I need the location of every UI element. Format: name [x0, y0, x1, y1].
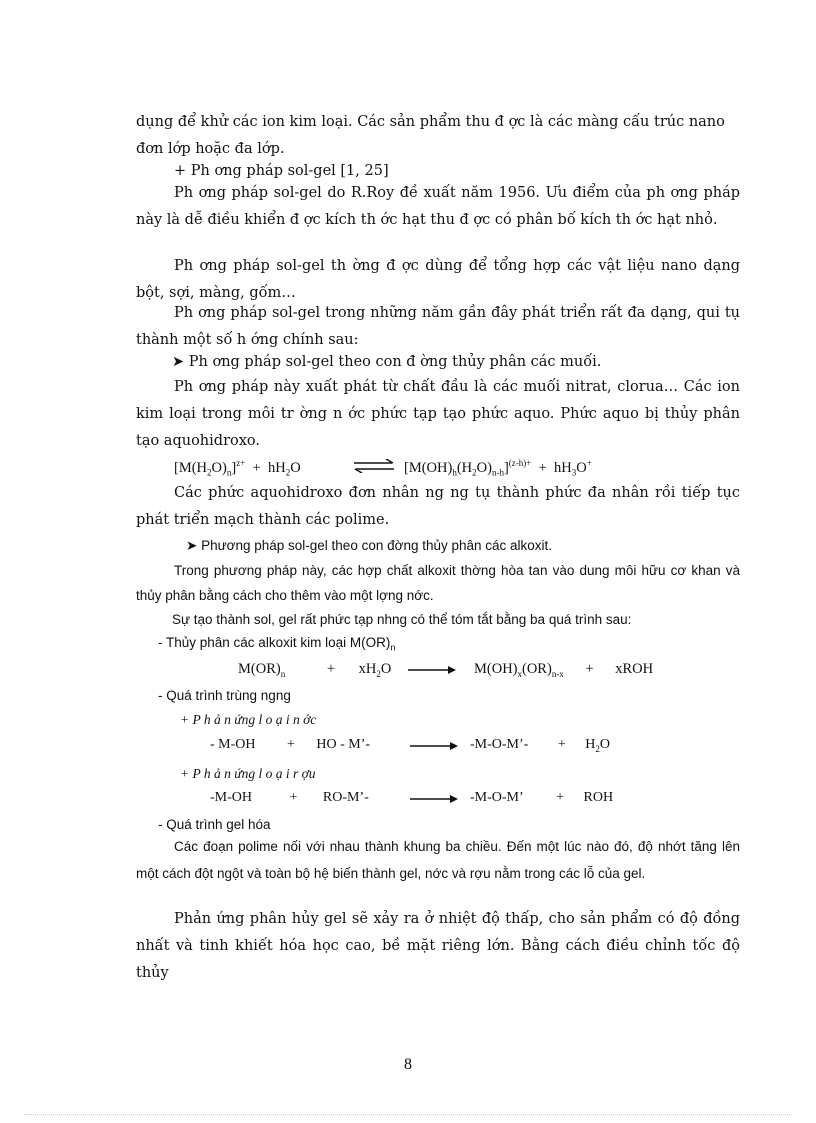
equilibrium-arrow-icon: [352, 459, 396, 473]
equation-water-product: -M-O-M’- + $H_2O$: [470, 737, 610, 754]
paragraph: Ph ơng pháp sol-gel th ờng đ ợc dùng để tổng hợp các vật liệu nano dạng bột, sợi, màng, gốm…: [136, 258, 740, 301]
page-number: 8: [404, 1056, 412, 1073]
reaction-arrow-icon: [410, 741, 460, 751]
page-divider: [24, 1114, 792, 1115]
sub-step-line: + P h ả n ứng l o ạ i n ớc: [180, 712, 317, 727]
paragraph: Ph ơng pháp này xuất phát từ chất đầu là các muối nitrat, clorua… Các ion kim loại trong môi tr ờng n ớc phức tạp tạo phức aquo. Phức aquo bị thủy phân tạo aquohidroxo.: [136, 379, 740, 449]
arrow-bullet-icon: ➤: [172, 354, 185, 370]
equation-hydrolysis-salt: $[M(H_2O)_n]^{z+} + hH_2O$: [174, 458, 301, 478]
bullet-item: [172, 352, 601, 372]
paragraph: Phản ứng phân hủy gel sẽ xảy ra ở nhiệt độ thấp, cho sản phẩm có độ đồng nhất và tinh khiết hóa học cao, bề mặt riêng lớn. Bằng cách điều chỉnh tốc độ thủy: [136, 911, 740, 981]
paragraph: Trong phương pháp này, các hợp chất alkoxit thờng hòa tan vào dung môi hữu cơ khan và thủy phân bằng cách cho thêm vào một lợng nớc.: [136, 563, 740, 603]
step-line: - Thủy phân các alkoxit kim loại $M(OR)_n$: [158, 635, 396, 653]
step-line: - Quá trình trùng ngng: [158, 688, 291, 703]
equation-hydrolysis-product: $[M(OH)_h(H_2O)_{n-h}]^{(z-h)+} + hH_3O^+$: [404, 458, 592, 478]
text-line: đơn lớp hoặc đa lớp.: [136, 141, 285, 157]
equation-alkoxide-product: $M(OH)_x(OR)_{n-x}$ + xROH: [474, 661, 654, 679]
sub-step-line: + P h ả n ứng l o ạ i r ợu: [180, 766, 316, 781]
section-heading: + Ph ơng pháp sol-gel [1, 25]: [174, 163, 389, 179]
equation-water-elimination: - M-OH + HO - M’-: [210, 737, 371, 752]
paragraph: Các phức aquohidroxo đơn nhân ng ng tụ thành phức đa nhân rồi tiếp tục phát triển mạch thành các polime.: [136, 485, 740, 528]
bullet-item: [186, 536, 552, 556]
text-line: Sự tạo thành sol, gel rất phức tạp nhng có thể tóm tắt bằng ba quá trình sau:: [172, 612, 632, 627]
paragraph: Ph ơng pháp sol-gel trong những năm gần đây phát triển rất đa dạng, qui tụ thành một số h ớng chính sau:: [136, 305, 740, 348]
equation-alkoxide-hydrolysis: $M(OR)_n + xH_2O$: [238, 661, 392, 679]
reaction-arrow-icon: [408, 665, 458, 675]
step-line: - Quá trình gel hóa: [158, 817, 271, 832]
equation-alcohol-elimination: -M-OH + RO-M’-: [210, 790, 369, 805]
reaction-arrow-icon: [410, 794, 460, 804]
paragraph: Ph ơng pháp sol-gel do R.Roy đề xuất năm 1956. Ưu điểm của ph ơng pháp này là dễ điều khiển đ ợc kích th ớc hạt thu đ ợc có phân bố kích th ớc hạt nhỏ.: [136, 185, 740, 228]
bullet-text: Ph ơng pháp sol-gel theo con đ ờng thủy phân các muối.: [188, 354, 602, 370]
text-line: dụng để khử các ion kim loại. Các sản phẩm thu đ ợc là các màng cấu trúc nano: [136, 114, 725, 130]
equation-alcohol-product: -M-O-M’ + ROH: [470, 790, 614, 805]
arrow-bullet-icon: ➤: [186, 538, 198, 553]
paragraph: Các đoạn polime nối với nhau thành khung ba chiều. Đến một lúc nào đó, độ nhớt tăng lên một cách đột ngột và toàn bộ hệ biến thành gel, nớc và rợu nằm trong các lỗ của gel.: [136, 839, 740, 881]
bullet-text: Phương pháp sol-gel theo con đờng thủy phân các alkoxit.: [201, 538, 553, 553]
